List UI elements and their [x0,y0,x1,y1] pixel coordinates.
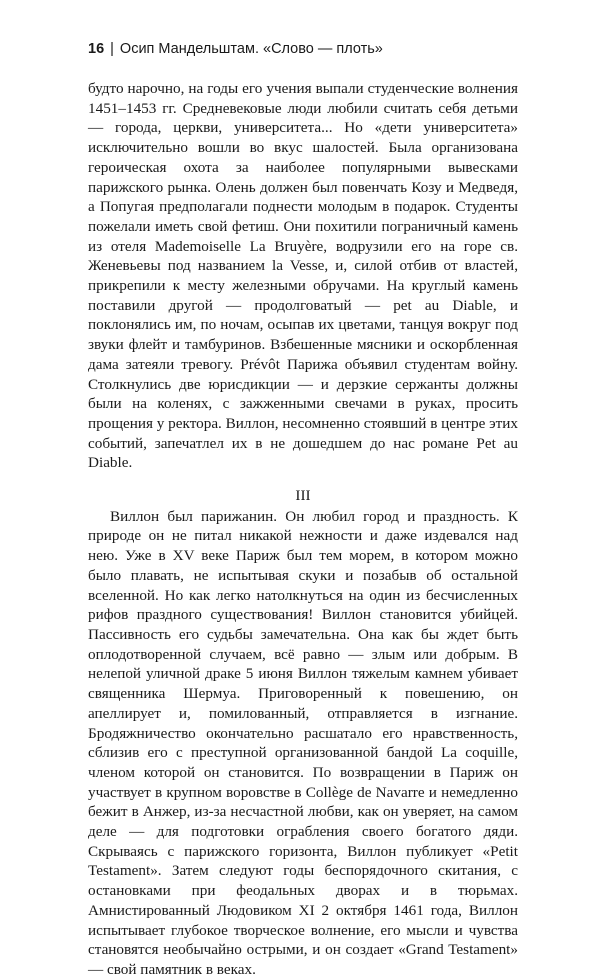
page-body [88,79,518,980]
page-number: 16 [88,41,105,57]
paragraph: Виллон был парижанин. Он любил город и праздность. К природе он не питал никакой нежности и даже издевался над нею. Уже в XV веке Париж был тем морем, в котором можно было плавать, не испытывая скуки и позабыв об остальной вселенной. Но как легко натолкнуться на один из бесчисленных рифов праздного существования! Виллон становится убийцей. Пассивность его судьбы замечательна. Она как бы ждет быть оплодотворенной случаем, всё равно — злым или добрым. В нелепой уличной драке 5 июня Виллон тяжелым камнем убивает священника Шермуа. Приговоренный к повешению, он апеллирует и, помилованный, отправляется в изгнание. Бродяжничество окончательно расшатало его нравственность, сблизив его с преступной организованной бандой La coquille, членом которой он становится. По возвращении в Париж он участвует в крупном воровстве в Collège de Navarre и немедленно бежит в Анжер, из-за несчастной любви, как он уверяет, на самом деле — для подготовки ограбления своего богатого дяди. Скрываясь с парижского горизонта, Виллон публикует «Petit Testament». Затем следуют годы беспорядочного скитания, с остановками при феодальных дворах и в тюрьмах. Амнистированный Людовиком XI 2 октября 1461 года, Виллон испытывает глубокое творческое волнение, его мысли и чувства становятся необычайно острыми, и он создает «Grand Testament» — свой памятник в веках. [88,507,518,978]
header-separator: | [110,41,114,57]
section-heading: III [295,487,311,505]
running-header [88,41,383,57]
paragraph-continued: будто нарочно, на годы его учения выпали студенческие волнения 1451–1453 гг. Средневековые люди любили считать себя детьми — города, церкви, университета... Но «дети университета» исключительно вошли во вкус шалостей. Была организована героическая охота за наиболее популярными вывесками парижского рынка. Олень должен был повенчать Козу и Медведя, а Попугая предполагали поднести молодым в подарок. Студенты пожелали иметь свой фетиш. Они похитили пограничный камень из отеля Mademoiselle La Bruyère, водрузили его на горе св. Женевьевы под названием la Vesse, и, силой отбив от властей, прикрепили к месту железными обручами. На круглый камень поставили другой — продолговатый — pet au Diable, и поклонялись им, по ночам, осыпав их цветами, танцуя вокруг под звуки флейт и тамбуринов. Взбешенные мясники и оскорбленная дама затеяли тревогу. Prévôt Парижа объявил студентам войну. Столкнулись две юрисдикции — и дерзкие сержанты должны были на коленях, с зажженными свечами в руках, просить прощения у ректора. Виллон, несомненно стоявший в центре этих событий, запечатлел их в не дошедшем до нас романе Pet au Diable. [88,80,518,472]
running-title: Осип Мандельштам. «Слово — плоть» [119,41,383,57]
